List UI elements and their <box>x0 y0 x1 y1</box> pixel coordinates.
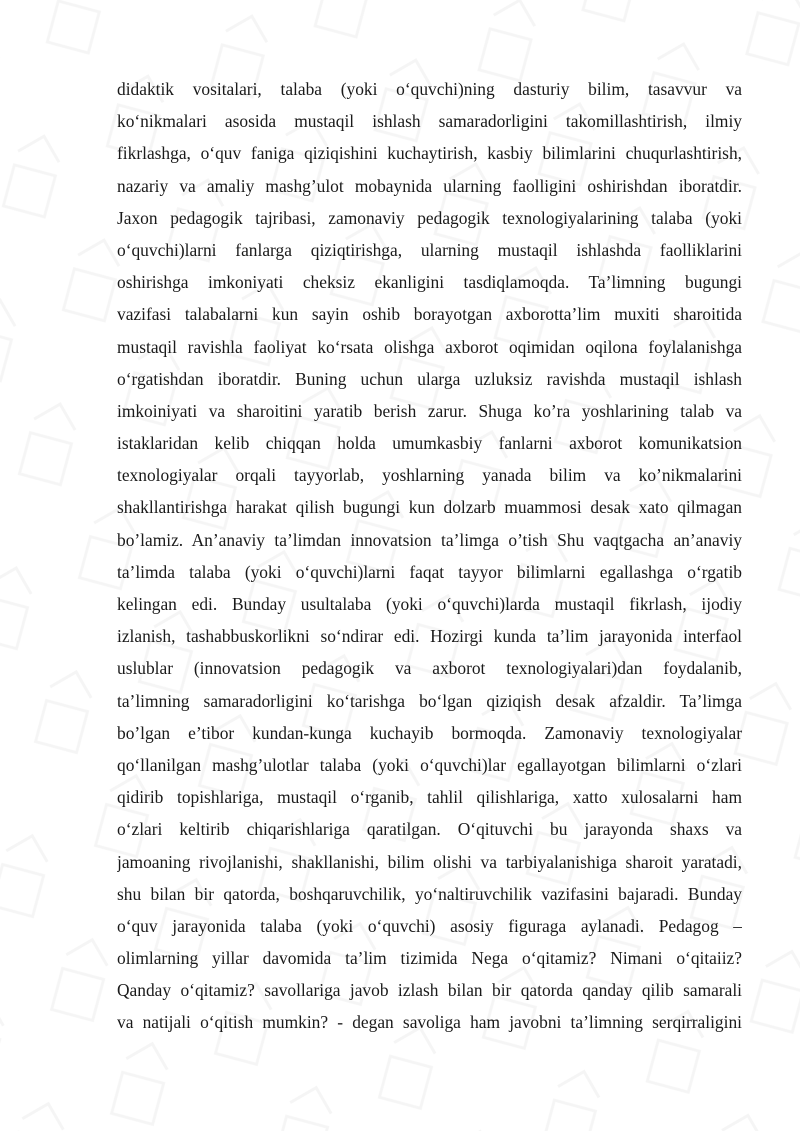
text-line: Jaxon pedagogik tajribasi, zamonaviy pedagogik texnologiyalarining talaba (yoki <box>117 207 742 228</box>
text-line: texnologiyalar orqali tayyorlab, yoshlarning yanada bilim va ko’nikmalarini <box>117 465 742 486</box>
text-line: qo‘llanilgan mashg’ulotlar talaba (yoki o‘quvchi)lar egallayotgan bilimlarni o‘zlari <box>117 754 742 775</box>
text-line: vazifasi talabalarni kun sayin oshib borayotgan axborotta’lim muxiti sharoitida <box>117 304 742 325</box>
text-line: olimlarning yillar davomida ta’lim tizimida Nega o‘qitamiz? Nimani o‘qitaiiz? <box>117 948 742 969</box>
body-text <box>117 73 742 1039</box>
text-line: istaklaridan kelib chiqqan holda umumkasbiy fanlarni axborot komunikatsion <box>117 433 742 454</box>
text-line: mustaqil ravishla faoliyat ko‘rsata olishga axborot oqimidan oqilona foylalanishga <box>117 336 742 357</box>
text-line: shu bilan bir qatorda, boshqaruvchilik, yo‘naltiruvchilik vazifasini bajaradi. Bunday <box>117 883 742 904</box>
text-line: bo’lamiz. An’anaviy ta’limdan innovatsion ta’limga o’tish Shu vaqtgacha an’anaviy <box>117 529 742 550</box>
text-line: ko‘nikmalari asosida mustaqil ishlash samaradorligini takomillashtirish, ilmiy <box>117 111 742 132</box>
text-line: o‘zlari keltirib chiqarishlariga qaratilgan. O‘qituvchi bu jarayonda shaxs va <box>117 819 742 840</box>
text-line: didaktik vositalari, talaba (yoki o‘quvchi)ning dasturiy bilim, tasavvur va <box>117 79 742 99</box>
text-line: o‘rgatishdan iboratdir. Buning uchun ularga uzluksiz ravishda mustaqil ishlash <box>117 368 742 389</box>
text-line: uslublar (innovatsion pedagogik va axborot texnologiyalari)dan foydalanib, <box>117 658 742 679</box>
text-line: imkoiniyati va sharoitini yaratib berish zarur. Shuga ko’ra yoshlarining talab va <box>117 400 742 421</box>
text-line: jamoaning rivojlanishi, shakllanishi, bilim olishi va tarbiyalanishiga sharoit yaratadi, <box>117 851 742 872</box>
text-line: qidirib topishlariga, mustaqil o‘rganib, tahlil qilishlariga, xatto xulosalarni ham <box>117 787 742 808</box>
text-line: izlanish, tashabbuskorlikni so‘ndirar edi. Hozirgi kunda ta’lim jarayonida interfaol <box>117 626 742 647</box>
text-line: oshirishga imkoniyati cheksiz ekanligini tasdiqlamoqda. Ta’limning bugungi <box>117 272 742 293</box>
text-line: nazariy va amaliy mashg’ulot mobaynida ularning faolligini oshirishdan iboratdir. <box>117 175 742 196</box>
text-line: ta’limning samaradorligini ko‘tarishga bo‘lgan qiziqish desak afzaldir. Ta’limga <box>117 690 742 711</box>
text-line: o‘quvchi)larni fanlarga qiziqtirishga, ularning mustaqil ishlashda faolliklarini <box>117 239 742 260</box>
text-line: ta’limda talaba (yoki o‘quvchi)larni faqat tayyor bilimlarni egallashga o‘rgatib <box>117 561 742 582</box>
text-line: fikrlashga, o‘quv faniga qiziqishini kuchaytirish, kasbiy bilimlarini chuqurlashtirish, <box>117 143 742 164</box>
text-line: bo’lgan e’tibor kundan-kunga kuchayib bormoqda. Zamonaviy texnologiyalar <box>117 722 742 743</box>
text-line: Qanday o‘qitamiz? savollariga javob izlash bilan bir qatorda qanday qilib samarali <box>117 980 742 1001</box>
text-line: kelingan edi. Bunday usultalaba (yoki o‘quvchi)larda mustaqil fikrlash, ijodiy <box>117 594 742 614</box>
text-line: va natijali o‘qitish mumkin? - degan savoliga ham javobni ta’limning serqirraligini <box>117 1012 742 1033</box>
text-line: shakllantirishga harakat qilish bugungi kun dolzarb muammosi desak xato qilmagan <box>117 497 742 518</box>
text-line: o‘quv jarayonida talaba (yoki o‘quvchi) asosiy figuraga aylanadi. Pedagog – <box>117 915 742 936</box>
